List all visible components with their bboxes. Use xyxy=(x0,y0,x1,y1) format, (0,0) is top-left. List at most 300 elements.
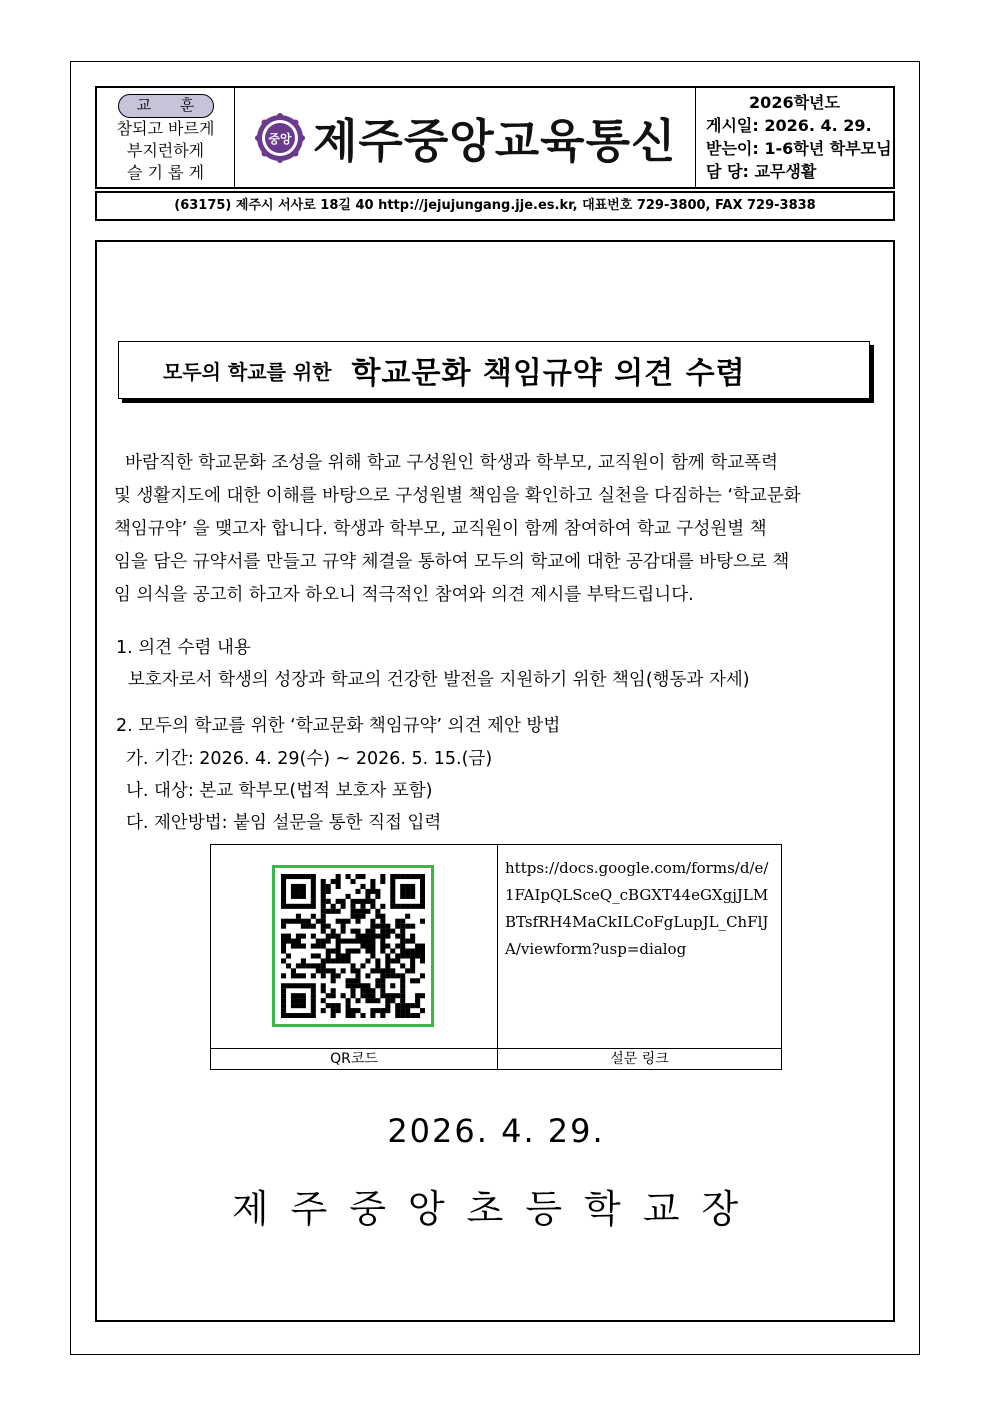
qr-module xyxy=(346,983,351,988)
qr-module xyxy=(281,919,286,924)
qr-module xyxy=(306,963,311,968)
qr-module xyxy=(355,939,360,944)
qr-module xyxy=(400,988,405,993)
qr-module xyxy=(420,944,425,949)
qr-module xyxy=(321,924,326,929)
qr-module xyxy=(311,894,316,899)
qr-module xyxy=(380,968,385,973)
qr-module xyxy=(336,1003,341,1008)
qr-module xyxy=(355,973,360,978)
qr-module xyxy=(390,983,395,988)
qr-module xyxy=(390,998,395,1003)
qr-module xyxy=(400,919,405,924)
qr-module xyxy=(360,988,365,993)
qr-module xyxy=(370,899,375,904)
qr-module xyxy=(400,973,405,978)
qr-module xyxy=(390,958,395,963)
qr-module xyxy=(395,973,400,978)
qr-module xyxy=(380,929,385,934)
qr-module xyxy=(400,939,405,944)
qr-module xyxy=(370,998,375,1003)
qr-module xyxy=(311,998,316,1003)
qr-module xyxy=(331,978,336,983)
qr-module xyxy=(400,993,405,998)
qr-module xyxy=(306,983,311,988)
qr-module xyxy=(365,929,370,934)
qr-module xyxy=(346,1013,351,1018)
qr-module xyxy=(385,929,390,934)
qr-module xyxy=(321,939,326,944)
qr-module xyxy=(301,904,306,909)
qr-module xyxy=(351,963,356,968)
logo-text: 중앙 xyxy=(268,131,292,146)
qr-module xyxy=(380,924,385,929)
qr-module xyxy=(296,939,301,944)
section-1-heading: 1. 의견 수렴 내용 xyxy=(116,638,251,658)
motto-line-1: 참되고 바르게 xyxy=(116,119,215,138)
qr-module xyxy=(311,914,316,919)
qr-module xyxy=(286,934,291,939)
intro-line-1: 바람직한 학교문화 조성을 위해 학교 구성원인 학생과 학부모, 교직원이 함께 학교폭력 xyxy=(114,453,778,473)
qr-module xyxy=(321,904,326,909)
qr-module xyxy=(365,944,370,949)
qr-module xyxy=(316,953,321,958)
qr-code-icon xyxy=(281,874,425,1018)
qr-module xyxy=(351,988,356,993)
qr-module xyxy=(375,963,380,968)
qr-module xyxy=(346,978,351,983)
qr-module xyxy=(281,904,286,909)
qr-module xyxy=(311,944,316,949)
qr-module xyxy=(370,934,375,939)
qr-module xyxy=(281,998,286,1003)
qr-module xyxy=(281,944,286,949)
qr-module xyxy=(296,914,301,919)
qr-module xyxy=(365,934,370,939)
qr-module xyxy=(375,968,380,973)
school-address: (63175) 제주시 서사로 18길 40 http://jejujungang.jje.es.kr, 대표번호 729-3800, FAX 729-3838 xyxy=(95,191,895,221)
qr-module xyxy=(336,1008,341,1013)
qr-module xyxy=(336,958,341,963)
qr-module xyxy=(410,1003,415,1008)
qr-module xyxy=(390,894,395,899)
qr-module xyxy=(301,874,306,879)
qr-code[interactable] xyxy=(272,865,434,1027)
qr-module xyxy=(385,924,390,929)
section-2-item-3: 다. 제안방법: 붙임 설문을 통한 직접 입력 xyxy=(126,813,442,833)
qr-module xyxy=(355,919,360,924)
qr-module xyxy=(370,993,375,998)
qr-module xyxy=(360,993,365,998)
qr-module xyxy=(281,983,286,988)
qr-module xyxy=(360,874,365,879)
qr-module xyxy=(420,894,425,899)
qr-module xyxy=(395,919,400,924)
qr-module xyxy=(375,924,380,929)
qr-module xyxy=(375,914,380,919)
qr-module xyxy=(321,958,326,963)
qr-module xyxy=(385,934,390,939)
qr-module xyxy=(331,958,336,963)
qr-module xyxy=(281,948,286,953)
qr-module xyxy=(410,904,415,909)
qr-module xyxy=(400,924,405,929)
qr-module xyxy=(410,968,415,973)
qr-module xyxy=(395,1003,400,1008)
qr-module xyxy=(370,919,375,924)
principal-signature: 제주중앙초등학교장 xyxy=(231,1187,761,1231)
qr-module xyxy=(321,884,326,889)
qr-module xyxy=(415,978,420,983)
qr-module xyxy=(365,983,370,988)
issue-date: 2026. 4. 29. xyxy=(387,1112,605,1150)
qr-module xyxy=(415,904,420,909)
qr-module xyxy=(291,1013,296,1018)
qr-module xyxy=(291,983,296,988)
qr-module xyxy=(420,879,425,884)
qr-module xyxy=(355,874,360,879)
qr-module xyxy=(385,1008,390,1013)
qr-module xyxy=(380,939,385,944)
qr-module xyxy=(390,929,395,934)
qr-module xyxy=(346,1008,351,1013)
qr-module xyxy=(331,948,336,953)
qr-module xyxy=(331,1008,336,1013)
qr-module xyxy=(410,934,415,939)
qr-module xyxy=(370,879,375,884)
qr-module xyxy=(281,939,286,944)
qr-module xyxy=(321,919,326,924)
qr-module xyxy=(390,904,395,909)
qr-module xyxy=(311,904,316,909)
qr-module xyxy=(380,904,385,909)
qr-module xyxy=(346,874,351,879)
qr-module xyxy=(410,884,415,889)
qr-module xyxy=(410,894,415,899)
qr-module xyxy=(360,914,365,919)
school-year: 2026학년도 xyxy=(749,93,840,112)
qr-module xyxy=(385,968,390,973)
qr-module xyxy=(370,924,375,929)
qr-module xyxy=(321,988,326,993)
qr-module xyxy=(331,929,336,934)
qr-module xyxy=(281,884,286,889)
qr-module xyxy=(375,958,380,963)
qr-module xyxy=(405,948,410,953)
qr-module xyxy=(341,929,346,934)
qr-module xyxy=(385,973,390,978)
qr-module xyxy=(311,1003,316,1008)
title-main: 학교문화 책임규약 의견 수렴 xyxy=(351,356,746,391)
qr-module xyxy=(380,944,385,949)
qr-module xyxy=(341,939,346,944)
qr-module xyxy=(420,899,425,904)
qr-module xyxy=(385,953,390,958)
qr-module xyxy=(281,1003,286,1008)
qr-module xyxy=(351,968,356,973)
posted-date: 게시일: 2026. 4. 29. xyxy=(706,116,872,135)
qr-module xyxy=(326,953,331,958)
qr-module xyxy=(415,944,420,949)
qr-module xyxy=(420,958,425,963)
qr-module xyxy=(341,899,346,904)
qr-module xyxy=(311,874,316,879)
qr-module xyxy=(360,983,365,988)
qr-module xyxy=(301,894,306,899)
qr-module xyxy=(380,993,385,998)
qr-module xyxy=(375,909,380,914)
survey-link[interactable]: https://docs.google.com/forms/d/e/1FAIpQLSceQ_cBGXT44eGXgjJLMBTsfRH4MaCkILCoFgLupJL_ChFlJA/viewform?usp=dialog xyxy=(505,859,769,958)
qr-module xyxy=(301,884,306,889)
qr-module xyxy=(380,973,385,978)
qr-module xyxy=(400,1003,405,1008)
qr-module xyxy=(390,879,395,884)
qr-module xyxy=(316,968,321,973)
qr-module xyxy=(365,973,370,978)
qr-module xyxy=(405,904,410,909)
qr-module xyxy=(380,1008,385,1013)
qr-module xyxy=(326,948,331,953)
qr-module xyxy=(351,993,356,998)
qr-module xyxy=(291,884,296,889)
qr-module xyxy=(410,924,415,929)
qr-module xyxy=(390,899,395,904)
qr-module xyxy=(405,1003,410,1008)
qr-module xyxy=(296,993,301,998)
qr-module xyxy=(311,983,316,988)
qr-module xyxy=(336,909,341,914)
qr-module xyxy=(331,909,336,914)
qr-module xyxy=(400,998,405,1003)
qr-module xyxy=(331,973,336,978)
qr-module xyxy=(301,1003,306,1008)
qr-module xyxy=(420,948,425,953)
qr-module xyxy=(291,874,296,879)
qr-module xyxy=(351,983,356,988)
notice-title xyxy=(118,341,870,399)
qr-module xyxy=(341,924,346,929)
qr-module xyxy=(306,904,311,909)
qr-module xyxy=(375,983,380,988)
qr-module xyxy=(321,983,326,988)
qr-module xyxy=(346,894,351,899)
qr-module xyxy=(395,944,400,949)
qr-module xyxy=(370,1013,375,1018)
qr-module xyxy=(326,924,331,929)
qr-module xyxy=(355,929,360,934)
qr-module xyxy=(351,948,356,953)
qr-module xyxy=(390,884,395,889)
qr-module xyxy=(326,934,331,939)
qr-module xyxy=(385,944,390,949)
qr-module xyxy=(311,879,316,884)
qr-module xyxy=(306,874,311,879)
qr-module xyxy=(331,1003,336,1008)
qr-module xyxy=(301,919,306,924)
qr-module xyxy=(301,993,306,998)
qr-module xyxy=(336,939,341,944)
qr-module xyxy=(415,953,420,958)
qr-module xyxy=(351,939,356,944)
qr-module xyxy=(360,884,365,889)
qr-module xyxy=(405,894,410,899)
qr-module xyxy=(311,884,316,889)
qr-module xyxy=(331,904,336,909)
qr-module xyxy=(400,953,405,958)
qr-module xyxy=(296,934,301,939)
motto-line-2: 부지런하게 xyxy=(126,141,205,160)
qr-module xyxy=(311,1008,316,1013)
qr-module xyxy=(321,944,326,949)
qr-module xyxy=(395,904,400,909)
qr-module xyxy=(291,919,296,924)
qr-module xyxy=(326,939,331,944)
qr-module xyxy=(365,909,370,914)
qr-module xyxy=(405,939,410,944)
qr-module xyxy=(321,998,326,1003)
qr-module xyxy=(351,929,356,934)
qr-module xyxy=(301,889,306,894)
qr-module xyxy=(286,1013,291,1018)
qr-module xyxy=(351,1013,356,1018)
qr-module xyxy=(281,993,286,998)
qr-module xyxy=(395,958,400,963)
qr-module xyxy=(410,948,415,953)
qr-module xyxy=(360,934,365,939)
qr-module xyxy=(405,889,410,894)
section-2-item-1: 가. 기간: 2026. 4. 29(수) ~ 2026. 5. 15.(금) xyxy=(126,749,493,769)
qr-module xyxy=(341,919,346,924)
qr-module xyxy=(286,963,291,968)
qr-module xyxy=(410,958,415,963)
qr-module xyxy=(281,973,286,978)
qr-module xyxy=(405,874,410,879)
qr-module xyxy=(336,919,341,924)
section-1-body: 보호자로서 학생의 성장과 학교의 건강한 발전을 지원하기 위한 책임(행동과 자세) xyxy=(128,670,750,690)
qr-module xyxy=(306,919,311,924)
qr-module xyxy=(341,904,346,909)
qr-module xyxy=(306,1013,311,1018)
qr-module xyxy=(311,963,316,968)
qr-module xyxy=(420,973,425,978)
qr-module xyxy=(395,934,400,939)
qr-module xyxy=(355,889,360,894)
qr-module xyxy=(281,894,286,899)
qr-module xyxy=(410,963,415,968)
school-logo-icon xyxy=(255,113,305,163)
qr-module xyxy=(301,944,306,949)
qr-module xyxy=(410,1013,415,1018)
intro-line-4: 임을 담은 규약서를 만들고 규약 체결을 통하여 모두의 학교에 대한 공감대를 바탕으로 책 xyxy=(114,552,790,572)
qr-module xyxy=(400,934,405,939)
qr-module xyxy=(331,993,336,998)
qr-module xyxy=(415,1013,420,1018)
school-motto xyxy=(97,88,235,187)
qr-module xyxy=(291,939,296,944)
qr-module xyxy=(380,914,385,919)
qr-module xyxy=(346,998,351,1003)
qr-module xyxy=(316,939,321,944)
qr-module xyxy=(405,953,410,958)
qr-module xyxy=(405,1008,410,1013)
qr-module xyxy=(311,973,316,978)
qr-module xyxy=(336,899,341,904)
qr-module xyxy=(400,894,405,899)
qr-module xyxy=(405,924,410,929)
qr-module xyxy=(336,944,341,949)
qr-module xyxy=(296,963,301,968)
qr-module xyxy=(346,948,351,953)
qr-module xyxy=(370,939,375,944)
qr-module xyxy=(405,1013,410,1018)
qr-module xyxy=(341,953,346,958)
qr-module xyxy=(321,963,326,968)
qr-module xyxy=(390,874,395,879)
qr-module xyxy=(291,889,296,894)
qr-module xyxy=(281,934,286,939)
qr-module xyxy=(296,884,301,889)
qr-module xyxy=(316,944,321,949)
table-divider-vertical xyxy=(497,845,498,1069)
notice-meta xyxy=(696,88,893,187)
qr-module xyxy=(296,973,301,978)
qr-module xyxy=(351,978,356,983)
qr-module xyxy=(316,963,321,968)
qr-module xyxy=(331,934,336,939)
qr-module xyxy=(400,1008,405,1013)
qr-module xyxy=(370,944,375,949)
qr-module xyxy=(301,998,306,1003)
qr-module xyxy=(311,899,316,904)
qr-module xyxy=(301,983,306,988)
qr-module xyxy=(375,889,380,894)
recipient: 받는이: 1-6학년 학부모님 xyxy=(706,139,892,158)
qr-module xyxy=(360,904,365,909)
qr-module xyxy=(410,874,415,879)
qr-module xyxy=(301,958,306,963)
qr-module xyxy=(321,973,326,978)
qr-module xyxy=(400,904,405,909)
qr-module xyxy=(360,899,365,904)
newsletter-brand xyxy=(235,88,696,187)
qr-module xyxy=(395,993,400,998)
qr-module xyxy=(321,968,326,973)
qr-module xyxy=(380,934,385,939)
qr-module xyxy=(321,894,326,899)
qr-module xyxy=(370,953,375,958)
qr-module xyxy=(400,889,405,894)
qr-module xyxy=(311,1013,316,1018)
qr-module xyxy=(301,973,306,978)
qr-module xyxy=(296,919,301,924)
qr-module xyxy=(311,889,316,894)
qr-module xyxy=(390,948,395,953)
qr-module xyxy=(281,958,286,963)
qr-module xyxy=(370,988,375,993)
qr-module xyxy=(291,1003,296,1008)
qr-module xyxy=(351,914,356,919)
qr-module xyxy=(286,874,291,879)
qr-module xyxy=(341,958,346,963)
intro-line-5: 임 의식을 공고히 하고자 하오니 적극적인 참여와 의견 제시를 부탁드립니다. xyxy=(114,585,694,605)
qr-module xyxy=(360,909,365,914)
qr-module xyxy=(395,1013,400,1018)
newsletter-title: 제주중앙교육통신 xyxy=(313,113,677,168)
qr-module xyxy=(380,988,385,993)
qr-module xyxy=(351,879,356,884)
qr-module xyxy=(346,1003,351,1008)
qr-module xyxy=(355,998,360,1003)
